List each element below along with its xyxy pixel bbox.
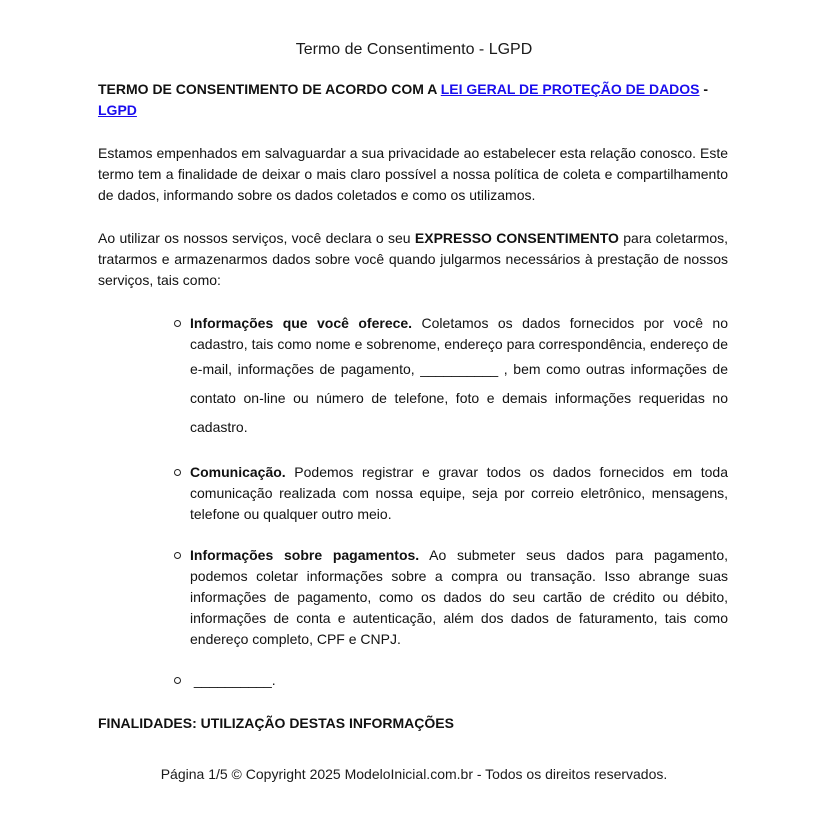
document-content: [98, 79, 728, 734]
item-title: Comunicação.: [190, 464, 286, 480]
intro-paragraph: Estamos empenhados em salvaguardar a sua privacidade ao estabelecer esta relação conosco. Este termo tem a finalidade de deixar o mais claro possível a nossa política de coleta e compartilhamento de dados, informando sobre os dados coletados e como os utilizamos.: [98, 145, 728, 203]
item-text: .: [271, 672, 276, 688]
lgpd-law-link[interactable]: LEI GERAL DE PROTEÇÃO DE DADOS: [440, 81, 700, 97]
consent-heading: [98, 79, 728, 121]
item-text: Coletamos os dados fornecidos por você no cadastro, tais como nome e sobrenome, endereço para correspondência, endereço de e-mail, informações de pagamento,: [190, 315, 728, 377]
circle-bullet-icon: [174, 677, 181, 684]
list-item: [190, 670, 728, 691]
page-footer: Página 1/5 © Copyright 2025 ModeloInicial.com.br - Todos os direitos reservados.: [160, 766, 668, 782]
document-title: Termo de Consentimento - LGPD: [295, 41, 533, 58]
item-title: Informações que você oferece.: [190, 315, 413, 331]
consent-text-before: Ao utilizar os nossos serviços, você declara o seu: [98, 230, 415, 246]
heading-prefix: TERMO DE CONSENTIMENTO DE ACORDO COM A: [98, 81, 441, 97]
circle-bullet-icon: [174, 552, 181, 559]
list-item: [190, 313, 728, 442]
circle-bullet-icon: [174, 320, 181, 327]
consent-paragraph: [98, 228, 728, 291]
item-title: Informações sobre pagamentos.: [190, 547, 420, 563]
lgpd-acronym-link[interactable]: LGPD: [98, 102, 137, 118]
consent-text-after: para coletarmos, tratarmos e armazenarmos dados sobre você quando julgarmos necessários à prestação de nossos serviços, tais como:: [98, 230, 728, 288]
data-collection-list: [190, 313, 728, 691]
list-item: [190, 462, 728, 525]
consent-emphasis: EXPRESSO CONSENTIMENTO: [414, 230, 619, 246]
circle-bullet-icon: [174, 469, 181, 476]
heading-separator: -: [699, 81, 709, 97]
item-text: Ao submeter seus dados para pagamento, podemos coletar informações sobre a compra ou transação. Isso abrange suas informações de pagamento, como os dados do seu cartão de crédito ou débito, informações de conta e autenticação, além dos dados de faturamento, tais como endereço completo, CPF e CNPJ.: [190, 547, 728, 647]
list-item: [190, 545, 728, 650]
item-text: Podemos registrar e gravar todos os dados fornecidos em toda comunicação realizada com nossa equipe, seja por correio eletrônico, mensagens, telefone ou qualquer outro meio.: [190, 464, 728, 522]
section-heading: FINALIDADES: UTILIZAÇÃO DESTAS INFORMAÇÕES: [98, 715, 454, 731]
fill-in-blank[interactable]: __________: [420, 361, 499, 377]
fill-in-blank[interactable]: __________: [193, 672, 272, 688]
item-text-continued: , bem como outras informações de contato on-line ou número de telefone, foto e demais informações requeridas no cadastro.: [190, 361, 728, 435]
